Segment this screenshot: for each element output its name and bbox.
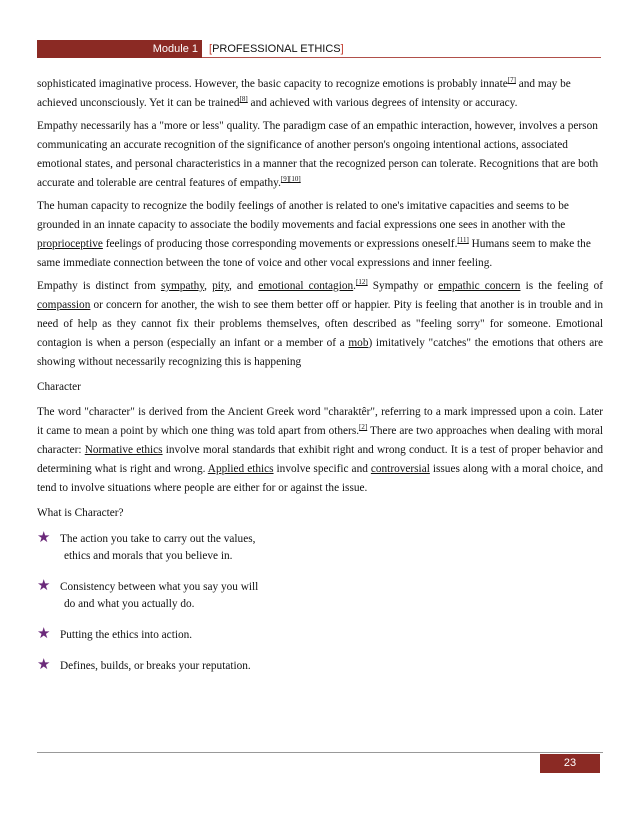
p1-text-b: and may be achieved unconsciously. Yet it can be trained — [37, 78, 571, 109]
p4-text-b: Sympathy or — [367, 280, 439, 292]
ref-7[interactable]: [7] — [507, 76, 516, 85]
list-item — [37, 627, 603, 644]
p4-text-c: is the feeling of — [520, 280, 603, 292]
bullet-line-1: The action you take to carry out the values, — [60, 533, 256, 545]
p3-text-a: The human capacity to recognize the bodily feelings of another is related to one's imitative capacities and seems to be grounded in an innate capacity to associate the bodily movements and facial expressions one sees in another with the — [37, 200, 569, 231]
ref-9-10[interactable]: [9][10] — [280, 175, 301, 184]
ref-2[interactable]: [2] — [359, 423, 368, 432]
p4-text-a: Empathy is distinct from — [37, 280, 161, 292]
star-icon: ★ — [37, 578, 51, 594]
paragraph-3 — [37, 197, 603, 273]
paragraph-4 — [37, 277, 603, 372]
header-bracket-close: ] — [340, 43, 344, 55]
star-icon: ★ — [37, 657, 51, 673]
link-sympathy[interactable]: sympathy — [160, 280, 205, 292]
bullet-line-1: Putting the ethics into action. — [60, 629, 193, 641]
star-icon: ★ — [37, 530, 51, 546]
bullet-line-2: ethics and morals that you believe in. — [64, 550, 233, 562]
header-title — [209, 40, 344, 58]
p1-text-c: and achieved with various degrees of intensity or accuracy. — [247, 97, 518, 109]
bullet-line-1: Defines, builds, or breaks your reputation. — [60, 660, 251, 672]
p4-text-e: ) imitatively "catches" the emotions that others are showing without necessarily recognizing this is happening — [37, 337, 604, 368]
link-normative-ethics[interactable]: Normative ethics — [84, 444, 163, 456]
p5-text-b: There are two approaches when dealing with moral character: — [37, 425, 603, 456]
star-icon: ★ — [37, 626, 51, 642]
link-proprioceptive[interactable]: proprioceptive — [37, 238, 103, 250]
link-controversial[interactable]: controversial — [370, 463, 430, 475]
p4-sep-1: , — [204, 280, 213, 292]
paragraph-1 — [37, 75, 603, 113]
heading-character: Character — [37, 381, 81, 393]
page-header — [37, 40, 601, 58]
link-pity[interactable]: pity — [212, 280, 229, 292]
header-title-text: PROFESSIONAL ETHICS — [212, 43, 341, 55]
p3-text-b: feelings of producing those corresponding movements or expressions oneself. — [102, 238, 458, 250]
link-empathic-concern[interactable]: empathic concern — [438, 280, 521, 292]
link-emotional-contagion[interactable]: emotional contagion — [258, 280, 354, 292]
p4-text-d: or concern for another, the wish to see them better off or happier. Pity is feeling that another is in trouble and in need of help as they cannot fix their problems themselves, often described as "feeling sorry" for someone. Emotional contagion is when a person (especially an infant or a member of a — [37, 299, 603, 349]
p5-text-d: involve specific and — [273, 463, 371, 475]
p2-text: Empathy necessarily has a "more or less" quality. The paradigm case of an empathic interaction, however, involves a person communicating an accurate recognition of the significance of another person's ongoing intentional actions, associated emotional states, and personal characteristics in a manner that the recognized person can tolerate. Recognitions that are both accurate and tolerable are central features of empathy. — [37, 120, 599, 189]
p5-text-c: involve moral standards that exhibit right and wrong conduct. It is a test of proper behavior and determining what is right and wrong. — [37, 444, 603, 475]
p5-text-a: The word "character" is derived from the Ancient Greek word "charaktêr", referring to a mark impressed upon a coin. Later it came to mean a point by which one thing was told apart from others. — [37, 406, 603, 437]
list-item — [37, 531, 603, 565]
footer-rule — [37, 752, 603, 753]
link-applied-ethics[interactable]: Applied ethics — [207, 463, 274, 475]
page-number: 23 — [540, 754, 600, 773]
page-content — [37, 75, 603, 685]
ref-8[interactable]: [8] — [239, 95, 248, 104]
paragraph-2 — [37, 117, 603, 193]
list-item — [37, 579, 603, 613]
heading-what-is-character: What is Character? — [37, 507, 124, 519]
p3-text-c: Humans seem to make the same immediate connection between the tone of voice and other vocal expressions and inner feeling. — [37, 238, 591, 269]
p4-sep-3: . — [353, 280, 356, 292]
p5-text-e: issues along with a moral choice, and tend to involve situations where people are either for or against the issue. — [37, 463, 603, 494]
ref-12[interactable]: [12] — [355, 278, 368, 287]
paragraph-5 — [37, 403, 603, 498]
list-item — [37, 658, 603, 675]
bullet-line-2: do and what you actually do. — [64, 598, 195, 610]
header-module: Module 1 — [152, 43, 198, 55]
header-bracket-open: [ — [209, 43, 213, 55]
header-rule — [202, 57, 601, 58]
link-mob[interactable]: mob — [348, 337, 369, 349]
p1-text-a: sophisticated imaginative process. However, the basic capacity to recognize emotions is probably innate — [37, 78, 508, 90]
bullet-line-1: Consistency between what you say you will — [60, 581, 259, 593]
character-bullet-list — [37, 531, 603, 675]
ref-11[interactable]: [11] — [457, 236, 469, 245]
p4-sep-2: , and — [228, 280, 259, 292]
link-compassion[interactable]: compassion — [37, 299, 91, 311]
